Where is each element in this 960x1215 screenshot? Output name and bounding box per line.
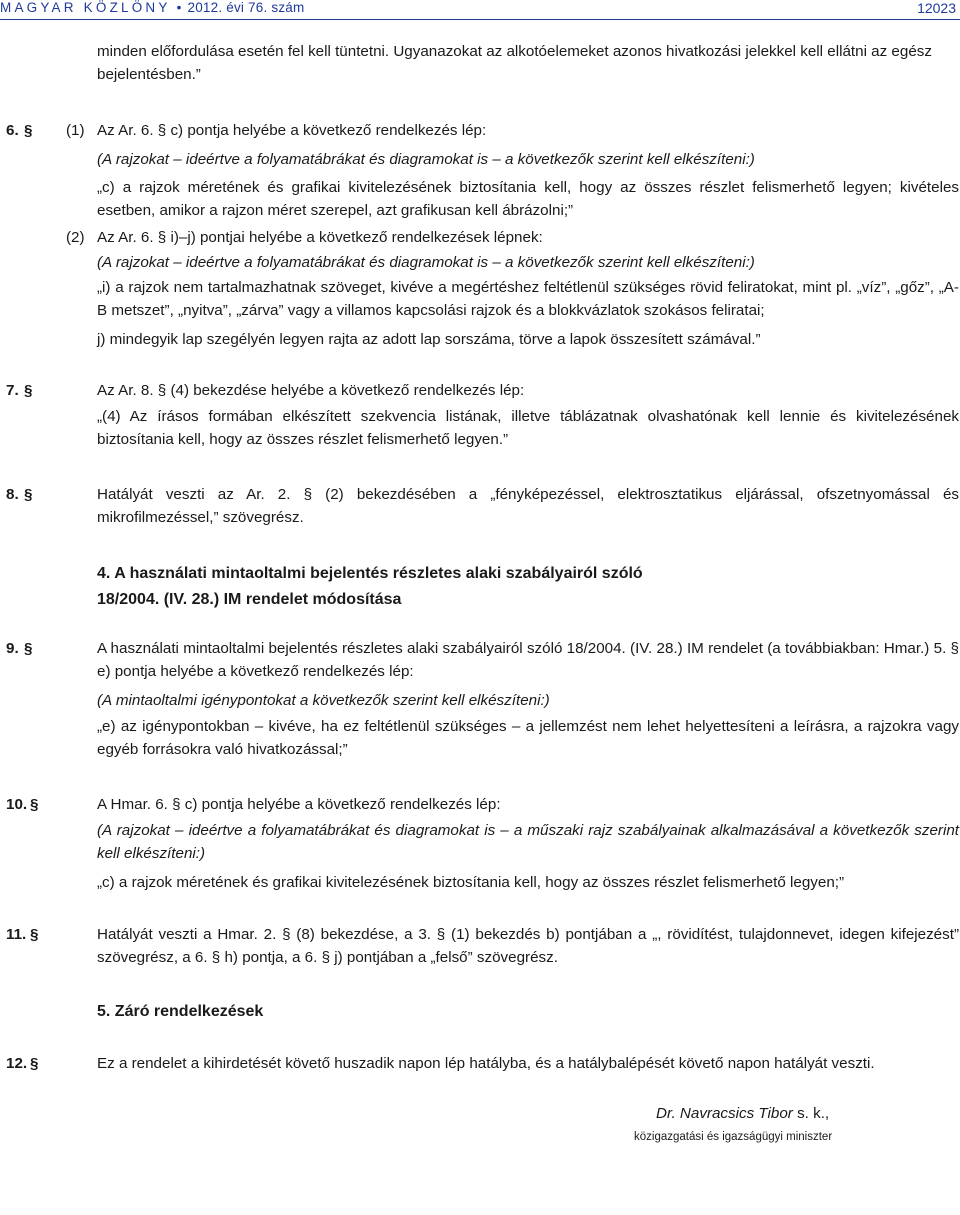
section-7-number	[6, 379, 33, 402]
intro-paragraph: minden előfordulása esetén fel kell tüntetni. Ugyanazokat az alkotóelemeket azonos hivatkozási jelekkel kell ellátni az egész bejelentésben.”	[97, 43, 932, 83]
section-6-p2-text: Az Ar. 6. § i)–j) pontjai helyébe a következő rendelkezések lépnek:	[97, 229, 543, 246]
signatory-suffix: s. k.,	[792, 1105, 830, 1122]
section-9-text: A használati mintaoltalmi bejelentés részletes alaki szabályairól szóló 18/2004. (IV. 28.) IM rendelet (a továbbiakban: Hmar.) 5. § e) pontja helyébe a következő rendelkezés lép:	[97, 640, 959, 680]
section-sign: §	[24, 486, 33, 503]
section-number: 10.	[6, 796, 28, 813]
section-number: 6.	[6, 122, 19, 139]
header-bullet: •	[176, 0, 182, 15]
section-8-number	[6, 483, 33, 506]
section-10-number	[6, 793, 39, 816]
section-6-p1-label: (1)	[66, 122, 85, 139]
section-10-quote: „c) a rajzok méretének és grafikai kivitelezésének biztosítania kell, hogy az összes részlet felismerhető legyen;”	[97, 874, 845, 891]
chapter-4-line1: 4. A használati mintaoltalmi bejelentés részletes alaki szabályairól szóló	[97, 565, 643, 582]
signatory-name: Dr. Navracsics Tibor	[656, 1105, 793, 1122]
section-9-number	[6, 637, 33, 660]
section-6-p2-label: (2)	[66, 229, 85, 246]
section-11-text: Hatályát veszti a Hmar. 2. § (8) bekezdése, a 3. § (1) bekezdés b) pontjában a „, rövidítést, tulajdonnevet, idegen kifejezést” szövegrész, a 6. § h) pontja, a 6. § j) pontjában a „felső” szövegrész.	[97, 926, 959, 966]
journal-header	[0, 0, 304, 15]
section-6-p1-quote: „c) a rajzok méretének és grafikai kivitelezésének biztosítania kell, hogy az összes részlet felismerhető legyen; kivételes esetben, amikor a rajzon méret szerepel, azt grafikusan kell ábrázolni;”	[97, 179, 959, 219]
section-9-italic: (A mintaoltalmi igénypontokat a következők szerint kell elkészíteni:)	[97, 692, 550, 709]
section-12-text: Ez a rendelet a kihirdetését követő huszadik napon lép hatályba, és a hatálybalépését követő napon hatályát veszti.	[97, 1055, 875, 1072]
chapter-5-heading: 5. Záró rendelkezések	[97, 1003, 264, 1020]
section-6-p2-italic: (A rajzokat – ideértve a folyamatábrákat és diagramokat is – a következők szerint kell elkészíteni:)	[97, 254, 755, 271]
section-12-number	[6, 1052, 39, 1075]
section-sign: §	[24, 640, 33, 657]
section-number: 7.	[6, 382, 19, 399]
section-7-quote: „(4) Az írásos formában elkészített szekvencia listának, illetve táblázatnak olvashatónak kell lennie és kivitelezésének biztosítania kell, hogy az összes részlet felismerhető legyen.”	[97, 408, 959, 448]
section-9-quote: „e) az igénypontokban – kivéve, ha ez feltétlenül szükséges – a jellemzést nem lehet helyettesíteni a leírásra, a rajzokra vagy egyéb forrásokra való hivatkozással;”	[97, 718, 959, 758]
issue-label: 2012. évi 76. szám	[187, 0, 305, 15]
section-sign: §	[30, 1055, 39, 1072]
page-number: 12023	[917, 0, 956, 16]
section-6-p1-italic: (A rajzokat – ideértve a folyamatábrákat és diagramokat is – a következők szerint kell elkészíteni:)	[97, 151, 755, 168]
journal-title: MAGYAR KÖZLÖNY	[0, 0, 171, 15]
section-number: 9.	[6, 640, 19, 657]
signatory-title: közigazgatási és igazságügyi miniszter	[634, 1131, 833, 1143]
section-10-italic: (A rajzokat – ideértve a folyamatábrákat és diagramokat is – a műszaki rajz szabályainak alkalmazásával a következők szerint kell elkészíteni:)	[97, 822, 959, 862]
section-6-p2-quote-j: j) mindegyik lap szegélyén legyen rajta az adott lap sorszáma, törve a lapok összesített számával.”	[97, 331, 761, 348]
header-rule	[0, 19, 960, 20]
section-10-text: A Hmar. 6. § c) pontja helyébe a következő rendelkezés lép:	[97, 796, 501, 813]
section-6-number	[6, 119, 33, 142]
chapter-4-line2: 18/2004. (IV. 28.) IM rendelet módosítása	[97, 591, 402, 608]
section-11-number	[6, 923, 39, 946]
page-header	[0, 0, 960, 22]
section-sign: §	[30, 926, 39, 943]
section-number: 11.	[6, 926, 27, 943]
section-sign: §	[24, 382, 33, 399]
section-sign: §	[30, 796, 39, 813]
section-number: 8.	[6, 486, 19, 503]
section-sign: §	[24, 122, 33, 139]
section-7-text: Az Ar. 8. § (4) bekezdése helyébe a következő rendelkezés lép:	[97, 382, 525, 399]
section-6-p2-quote-i: „i) a rajzok nem tartalmazhatnak szöveget, kivéve a megértéshez feltétlenül szükséges rövid feliratokat, mint pl. „víz”, „gőz”, „A-B metszet”, „nyitva”, „zárva” vagy a villamos kapcsolási rajzok és a blokkvázlatok szokásos feliratai;	[97, 279, 959, 319]
section-number: 12.	[6, 1055, 28, 1072]
section-6-p1-text: Az Ar. 6. § c) pontja helyébe a következő rendelkezés lép:	[97, 122, 487, 139]
section-8-text: Hatályát veszti az Ar. 2. § (2) bekezdésében a „fényképezéssel, elektrosztatikus eljárással, ofszetnyomással és mikrofilmezéssel,” szövegrész.	[97, 486, 959, 526]
chapter-4-heading	[97, 561, 959, 613]
signature-name	[656, 1103, 829, 1125]
